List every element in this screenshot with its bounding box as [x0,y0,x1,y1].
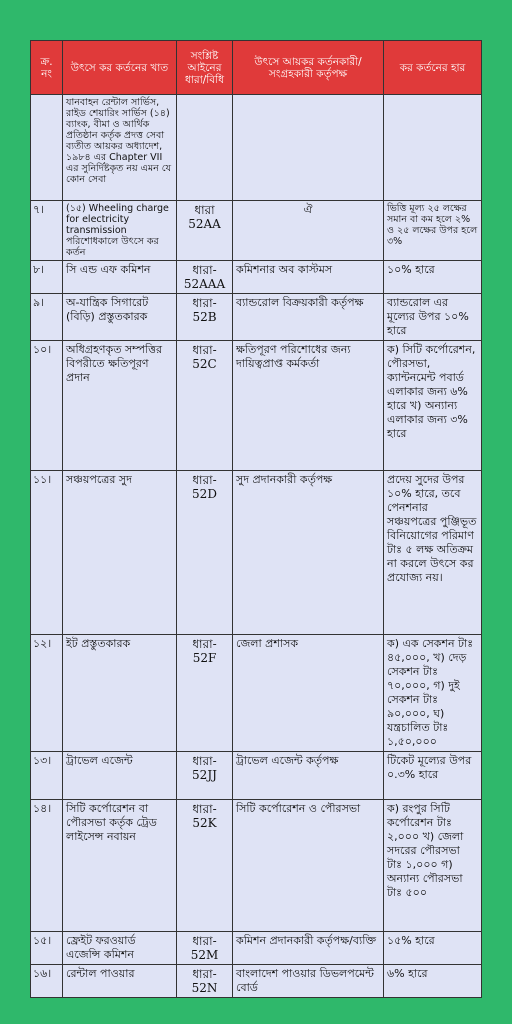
table-row [31,471,482,635]
cell-sector: সিটি কর্পোরেশন বা পৌরসভা কর্তৃক ট্রেড লাইসেন্স নবায়ন [63,800,177,932]
cell-sector: (১৫) Wheeling charge for electricity transmission পরিশোধকালে উৎসে কর কর্তন [63,201,177,261]
cell-section: ধারা- 52F [177,635,233,752]
cell-authority [233,95,384,201]
cell-authority: বাংলাদেশ পাওয়ার ডিভলপমেন্ট বোর্ড [233,965,384,998]
cell-rate [384,95,482,201]
cell-sector: ট্রাভেল এজেন্ট [63,752,177,800]
cell-sector: রেন্টাল পাওয়ার [63,965,177,998]
cell-serial: ১২। [31,635,63,752]
cell-section: ধারা- 52K [177,800,233,932]
cell-section: ধারা- 52M [177,932,233,965]
cell-section: ধারা 52AA [177,201,233,261]
table-row [31,752,482,800]
table-row [31,965,482,998]
cell-authority: কমিশন প্রদানকারী কর্তৃপক্ষ/ব্যক্তি [233,932,384,965]
cell-authority: ট্রাভেল এজেন্ট কর্তৃপক্ষ [233,752,384,800]
table-row [31,294,482,341]
cell-rate: ক) রংপুর সিটি কর্পোরেশন টাঃ ২,০০০ খ) জেলা সদরের পৌরসভা টাঃ ১,০০০ গ) অন্যান্য পৌরসভা টাঃ ৫০০ [384,800,482,932]
cell-authority: ব্যান্ডরোল বিক্রয়কারী কর্তৃপক্ষ [233,294,384,341]
cell-rate: টিকেট মূল্যের উপর ০.৩% হারে [384,752,482,800]
cell-rate: ক) সিটি কর্পোরেশন, পৌরসভা, ক্যান্টনমেন্ট পবার্ড এলাকার জন্য ৬% হারে খ) অন্যান্য এলাকার জন্য ৩% হারে [384,341,482,471]
cell-sector: অধিগ্রহণকৃত সম্পত্তির বিপরীতে ক্ষতিপূরণ প্রদান [63,341,177,471]
cell-sector: ইট প্রস্তুতকারক [63,635,177,752]
cell-serial: ৯। [31,294,63,341]
cell-serial: ৭। [31,201,63,261]
table-row [31,635,482,752]
table-row [31,95,482,201]
header-sector: উৎসে কর কর্তনের খাত [63,41,177,95]
header-authority: উৎসে আয়কর কর্তনকারী/ সংগ্রহকারী কর্তৃপক্ষ [233,41,384,95]
cell-section: ধারা- 52D [177,471,233,635]
withholding-tax-table [30,40,482,998]
cell-authority: কমিশনার অব কাস্টমস [233,261,384,294]
cell-authority: সুদ প্রদানকারী কর্তৃপক্ষ [233,471,384,635]
table-row [31,201,482,261]
table-header-row [31,41,482,95]
cell-rate: ১০% হারে [384,261,482,294]
cell-sector: যানবাহন রেন্টাল সার্ভিস, রাইড শেয়ারিং সার্ভিস (১৪) ব্যাংক, বীমা ও আর্থিক প্রতিষ্ঠান কর্তৃক প্রদত্ত সেবা ব্যতীত আয়কর অধ্যাদেশ, ১৯৮৪ এর Chapter VII এর সুনির্দিষ্টকৃত নয় এমন যে কোন সেবা [63,95,177,201]
cell-section: ধারা- 52JJ [177,752,233,800]
cell-rate: প্রদেয় সুদের উপর ১০% হারে, তবে পেনশনার সঞ্চয়পত্রের পুঞ্জিভূত বিনিয়োগের পরিমাণ টাঃ ৫ লক্ষ অতিক্রম না করলে উৎসে কর প্রযোজ্য নয়। [384,471,482,635]
cell-serial: ১০। [31,341,63,471]
header-section: সংশ্লিষ্ট আইনের ধারা/বিধি [177,41,233,95]
cell-sector: সঞ্চয়পত্রের সুদ [63,471,177,635]
cell-section: ধারা- 52C [177,341,233,471]
cell-sector: সি এন্ড এফ কমিশন [63,261,177,294]
cell-section: ধারা- 52AAA [177,261,233,294]
table-row [31,341,482,471]
cell-serial: ১১। [31,471,63,635]
cell-section: ধারা- 52B [177,294,233,341]
header-rate: কর কর্তনের হার [384,41,482,95]
cell-rate: ব্যান্ডরোল এর মূল্যের উপর ১০% হারে [384,294,482,341]
cell-authority: ক্ষতিপূরণ পরিশোধের জন্য দায়িত্বপ্রাপ্ত কর্মকর্তা [233,341,384,471]
table-row [31,261,482,294]
cell-rate: ১৫% হারে [384,932,482,965]
cell-serial: ১৪। [31,800,63,932]
cell-authority: সিটি কর্পোরেশন ও পৌরসভা [233,800,384,932]
cell-rate: ৬% হারে [384,965,482,998]
cell-authority: ঐ [233,201,384,261]
cell-serial [31,95,63,201]
cell-sector: অ-যান্ত্রিক সিগারেট (বিড়ি) প্রস্তুতকারক [63,294,177,341]
header-serial: ক্র. নং [31,41,63,95]
cell-rate: ক) এক সেকশন টাঃ ৪৫,০০০, খ) দেড় সেকশন টাঃ ৭০,০০০, গ) দুই সেকশন টাঃ ৯০,০০০, ঘ) যন্ত্রচালিত টাঃ ১,৫০,০০০ [384,635,482,752]
cell-serial: ১৫। [31,932,63,965]
table-row [31,932,482,965]
cell-sector: ফ্রেইট ফরওয়ার্ড এজেন্সি কমিশন [63,932,177,965]
cell-serial: ১৬। [31,965,63,998]
cell-section: ধারা- 52N [177,965,233,998]
table-row [31,800,482,932]
cell-section [177,95,233,201]
cell-authority: জেলা প্রশাসক [233,635,384,752]
cell-rate: ভিত্তি মূল্য ২৫ লক্ষের সমান বা কম হলে ২% ও ২৫ লক্ষের উপর হলে ৩% [384,201,482,261]
cell-serial: ৮। [31,261,63,294]
cell-serial: ১৩। [31,752,63,800]
